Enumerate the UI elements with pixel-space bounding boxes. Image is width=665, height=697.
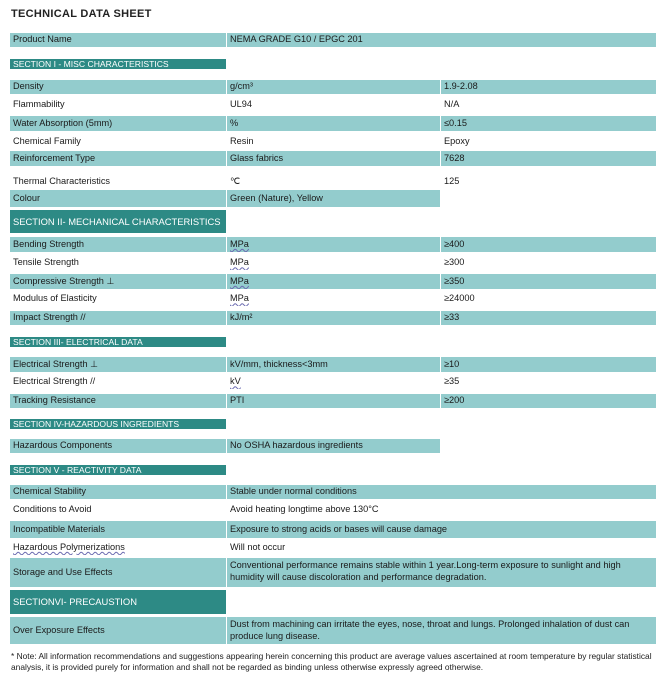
property-value: ≥300 [444,257,465,268]
property-value: Will not occur [230,541,286,552]
property-value: Conventional performance remains stable within 1 year.Long-term exposure to sunlight and high humidity will cause discoloration and performance degradation. [227,558,656,587]
section-mechanical-header: SECTION II- MECHANICAL CHARACTERISTICS [10,210,226,233]
property-name: Chemical Family [13,136,81,147]
property-name: Impact Strength // [10,311,226,325]
property-unit: kJ/m² [227,311,440,325]
unit-text: MPa [230,238,249,249]
property-unit [227,237,440,252]
unit-text: MPa [230,293,249,304]
table-row [10,274,656,289]
property-value: Epoxy [444,136,470,147]
property-value: No OSHA hazardous ingredients [227,439,440,453]
property-unit: % [227,116,440,131]
property-unit [227,375,440,389]
section-misc-header: SECTION I - MISC CHARACTERISTICS [10,59,226,69]
table-row [10,98,656,112]
property-value: Dust from machining can irritate the eyes, nose, throat and lungs. Prolonged inhalation of dust can produce lung disease. [227,617,656,644]
table-row [10,237,656,252]
property-name: Water Absorption (5mm) [10,116,226,131]
page-title: TECHNICAL DATA SHEET [11,8,152,20]
property-value: Exposure to strong acids or bases will cause damage [227,521,656,538]
table-row [10,394,656,408]
table-row [10,135,656,149]
property-value: ≥200 [441,394,656,408]
property-name-text: Hazardous Polymerizations [13,541,125,552]
table-row [10,174,656,189]
table-row [10,116,656,131]
table-row [10,256,656,270]
table-row [10,151,656,166]
section-hazardous-header: SECTION IV-HAZARDOUS INGREDIENTS [10,419,226,429]
property-name: Flammability [13,99,65,110]
table-row [10,558,656,587]
property-name: Colour [10,190,226,207]
table-row [10,375,656,389]
property-name: Tensile Strength [13,257,79,268]
unit-text: kV [230,376,241,387]
product-name-value: NEMA GRADE G10 / EPGC 201 [227,33,656,47]
table-row [10,503,656,517]
property-name: Electrical Strength // [13,376,96,387]
table-row [10,485,656,499]
table-row [10,540,656,555]
property-unit: UL94 [230,99,252,110]
property-name: Compressive Strength ⊥ [10,274,226,289]
product-name-label: Product Name [10,33,226,47]
unit-text: MPa [230,257,249,268]
table-row [10,617,656,644]
property-value: ≥24000 [444,293,475,304]
property-unit: Resin [230,136,254,147]
property-value: ≥35 [444,376,460,387]
property-unit [227,292,440,306]
property-value: ≥10 [441,357,656,372]
property-value: ≥33 [441,311,656,325]
section-precaution-header: SECTIONVI- PRECAUSTION [10,590,226,614]
property-name: Thermal Characteristics [13,175,111,186]
table-row [10,311,656,325]
property-value: N/A [444,99,460,110]
property-value: 7628 [441,151,656,166]
section-reactivity-header: SECTION V - REACTIVITY DATA [10,465,226,475]
property-name: Storage and Use Effects [10,558,226,587]
property-value: 1.9-2.08 [441,80,656,94]
table-row [10,439,656,453]
property-value: ≤0.15 [441,116,656,131]
property-unit [227,274,440,289]
property-name [10,540,226,555]
property-unit: ℃ [230,175,241,186]
property-value: 125 [444,175,460,186]
property-name: Hazardous Components [10,439,226,453]
footnote: * Note: All information recommendations and suggestions appearing herein concerning this product are average values ascertained at room temperature by regular statistical analysis, it is provided purely for information and shall not be regarded as binding unless otherwise expressly agreed otherwise. [11,651,652,673]
property-name: Conditions to Avoid [13,504,92,515]
property-name: Incompatible Materials [10,521,226,538]
property-name: Over Exposure Effects [10,617,226,644]
property-name: Tracking Resistance [10,394,226,408]
table-row [10,80,656,94]
property-name: Chemical Stability [10,485,226,499]
section-electrical-header: SECTION III- ELECTRICAL DATA [10,337,226,347]
property-value [441,190,656,207]
table-row [10,190,656,207]
property-unit [227,256,440,270]
table-row [10,357,656,372]
property-value: Avoid heating longtime above 130°C [230,504,379,515]
property-unit: PTI [227,394,440,408]
unit-text: MPa [230,275,249,286]
property-name: Electrical Strength ⊥ [10,357,226,372]
property-unit: g/cm³ [227,80,440,94]
property-value: ≥350 [441,274,656,289]
property-unit: kV/mm, thickness<3mm [227,357,440,372]
property-name: Reinforcement Type [10,151,226,166]
property-name: Modulus of Elasticity [13,293,97,304]
product-name-row [10,33,656,47]
property-name: Density [10,80,226,94]
property-unit: Green (Nature), Yellow [227,190,440,207]
table-row [10,292,656,306]
property-name: Bending Strength [10,237,226,252]
table-row [10,521,656,538]
property-value: Stable under normal conditions [227,485,656,499]
property-value: ≥400 [441,237,656,252]
property-unit: Glass fabrics [227,151,440,166]
